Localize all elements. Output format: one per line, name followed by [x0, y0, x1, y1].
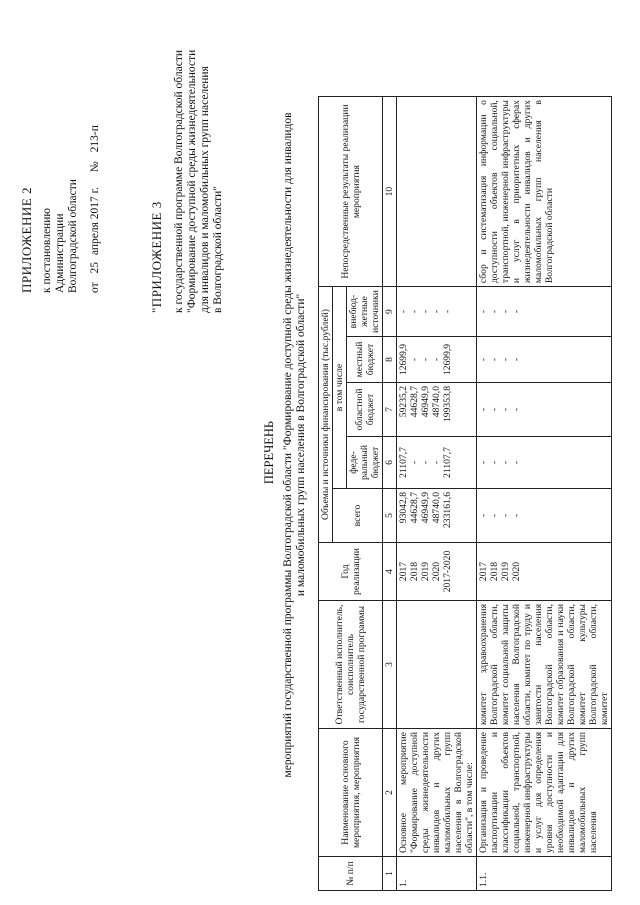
- appendix3-block: [150, 50, 225, 313]
- total-value: -: [511, 513, 522, 518]
- measure-name: Организация и проведение паспортизации и классификации объектов социальной, транспортной, инженерной инфраструктуры и услуг для определения уровня доступности и необходимой адаптации для инвалидов и других маломобильных групп населения: [477, 729, 612, 857]
- year-value: 2017: [478, 561, 489, 582]
- col-total-header: всего: [333, 489, 383, 543]
- subtitle-line: мероприятий государственной программы Волгоградской области "Формирование доступной среды жизнедеятельности для инвалидов: [282, 112, 294, 778]
- extra-value: -: [420, 309, 431, 314]
- total-cell: [397, 489, 477, 543]
- administration: Администрации: [54, 213, 66, 293]
- doc-number: 213-п: [89, 125, 101, 153]
- extra-cell: [397, 287, 477, 337]
- total-value: 233161,6: [442, 492, 453, 528]
- year-value: 2019: [420, 561, 431, 582]
- federal-value: 21107,7: [442, 447, 453, 478]
- year-value: 2017: [398, 561, 409, 582]
- total-value: -: [489, 513, 500, 518]
- local-value: -: [500, 357, 511, 362]
- column-number: 5: [383, 489, 397, 543]
- column-number-row: [383, 97, 397, 891]
- to-resolution: к постановлению: [41, 208, 53, 293]
- total-cell: [477, 489, 612, 543]
- total-value: -: [500, 513, 511, 518]
- regional-value: 46949,9: [420, 386, 431, 418]
- year-value: 2018: [489, 561, 500, 582]
- federal-value: 21107,7: [398, 447, 409, 478]
- total-value: 44628,7: [409, 492, 420, 524]
- measure-name: Основное мероприятие "Формирование доступной среды жизнедеятельности инвалидов и других маломобильных групп населения в Волгоградской области", в том числе:: [397, 729, 477, 857]
- regional-cell: [477, 383, 612, 437]
- date-month: апреля 2017 г.: [89, 187, 101, 256]
- column-number: 8: [383, 337, 397, 383]
- regional-value: 199353,8: [442, 386, 453, 422]
- total-value: 46949,9: [420, 492, 431, 524]
- col-local-header: местный бюджет: [347, 337, 383, 383]
- federal-value: -: [489, 460, 500, 465]
- local-value: -: [478, 357, 489, 362]
- column-number: 7: [383, 383, 397, 437]
- federal-value: -: [500, 460, 511, 465]
- document-title: ПЕРЕЧЕНЬ: [262, 420, 276, 485]
- extra-value: -: [511, 309, 522, 314]
- regional-value: -: [489, 407, 500, 412]
- column-number: 9: [383, 287, 397, 337]
- total-value: 93042,8: [398, 492, 409, 524]
- col-name-header: Наименование основного мероприятия, мероприятия: [319, 729, 383, 857]
- extra-cell: [477, 287, 612, 337]
- extra-value: -: [478, 309, 489, 314]
- subtitle-line: и маломобильных групп населения в Волгоградской области": [295, 293, 307, 597]
- appendix-header: [20, 125, 102, 293]
- date-prefix: от: [89, 282, 101, 293]
- extra-value: -: [398, 309, 409, 314]
- row-number: 1.: [397, 857, 477, 891]
- appendix3-line: к государственной программе Волгоградской области: [173, 50, 185, 313]
- column-number: 10: [383, 97, 397, 287]
- column-number: 4: [383, 543, 397, 601]
- col-year-header: Год реализации: [319, 543, 383, 601]
- column-number: 2: [383, 729, 397, 857]
- regional-value: 48740,0: [431, 386, 442, 418]
- federal-value: -: [420, 460, 431, 465]
- col-volumes-header: Объемы и источники финансирования (тыс.рублей): [319, 287, 333, 543]
- total-value: -: [478, 513, 489, 518]
- row-number: 1.1.: [477, 857, 612, 891]
- col-federal-header: феде-ральный бюджет: [347, 437, 383, 489]
- local-value: 12699,9: [398, 343, 409, 376]
- local-cell: [397, 337, 477, 383]
- year-value: 2017-2020: [442, 550, 453, 593]
- federal-value: -: [511, 460, 522, 465]
- appendix3-line: для инвалидов и маломобильных групп населения: [199, 66, 211, 313]
- regional-value: -: [478, 407, 489, 412]
- federal-cell: [477, 437, 612, 489]
- appendix3-title: "ПРИЛОЖЕНИЕ 3: [149, 201, 164, 313]
- year-value: 2019: [500, 561, 511, 582]
- extra-value: -: [500, 309, 511, 314]
- local-value: 12699,9: [442, 343, 453, 376]
- appendix3-line: "Формирование доступной среды жизнедеятельности: [186, 49, 198, 313]
- local-value: -: [431, 357, 442, 362]
- regional-value: -: [511, 407, 522, 412]
- column-number: 1: [383, 857, 397, 891]
- document-subtitle: [282, 55, 308, 835]
- col-responsible-header: Ответственный исполнитель, соисполнитель государственной программы: [319, 601, 383, 729]
- local-value: -: [511, 357, 522, 362]
- years-cell: [397, 543, 477, 601]
- total-value: 48740,0: [431, 492, 442, 524]
- regional-value: 44628,7: [409, 386, 420, 418]
- including-header: в том числе: [333, 287, 347, 489]
- regional-value: -: [500, 407, 511, 412]
- measures-table: [318, 96, 612, 891]
- region: Волгоградской области: [67, 179, 79, 293]
- regional-value: 59235,2: [398, 386, 409, 418]
- federal-value: -: [431, 460, 442, 465]
- local-value: -: [489, 357, 500, 362]
- year-value: 2018: [409, 561, 420, 582]
- column-number: 6: [383, 437, 397, 489]
- responsible-cell: комитет здравоохранения Волгоградской области, комитет социальной защиты населения Волгоградской области, комитет по труду и занятости населения Волгоградской области, комитет образования и науки Волгоградской области, комитет культуры Волгоградской области, комитет: [477, 601, 612, 729]
- federal-value: -: [409, 460, 420, 465]
- col-extra-header: внебюд-жетные источники: [347, 287, 383, 337]
- appendix-title: ПРИЛОЖЕНИЕ 2: [19, 187, 34, 293]
- date-line: [89, 125, 102, 293]
- number-sign: №: [89, 161, 101, 173]
- year-value: 2020: [431, 561, 442, 582]
- extra-value: -: [489, 309, 500, 314]
- table-row: [477, 97, 612, 891]
- col-regional-header: областной бюджет: [347, 383, 383, 437]
- federal-value: -: [478, 460, 489, 465]
- date-day: 25: [89, 262, 101, 274]
- col-num-header: № п/п: [319, 857, 383, 891]
- local-value: -: [420, 357, 431, 362]
- year-value: 2020: [511, 561, 522, 582]
- column-number: 3: [383, 601, 397, 729]
- header-row: [319, 97, 333, 891]
- result-cell: сбор и систематизация информации о доступности объектов социальной, транспортной, инженерной инфраструктуры и услуг в приоритетных сферах жизнедеятельности инвалидов и других маломобильных групп населения в Волгоградской области: [477, 97, 612, 287]
- extra-value: -: [431, 309, 442, 314]
- extra-value: -: [409, 309, 420, 314]
- years-cell: [477, 543, 612, 601]
- local-cell: [477, 337, 612, 383]
- table-row: [397, 97, 477, 891]
- regional-cell: [397, 383, 477, 437]
- responsible-cell: [397, 601, 477, 729]
- local-value: -: [409, 357, 420, 362]
- col-results-header: Непосредственные результаты реализации мероприятия: [319, 97, 383, 287]
- result-cell: [397, 97, 477, 287]
- appendix3-line: в Волгоградской области": [212, 186, 224, 313]
- federal-cell: [397, 437, 477, 489]
- extra-value: -: [442, 309, 453, 314]
